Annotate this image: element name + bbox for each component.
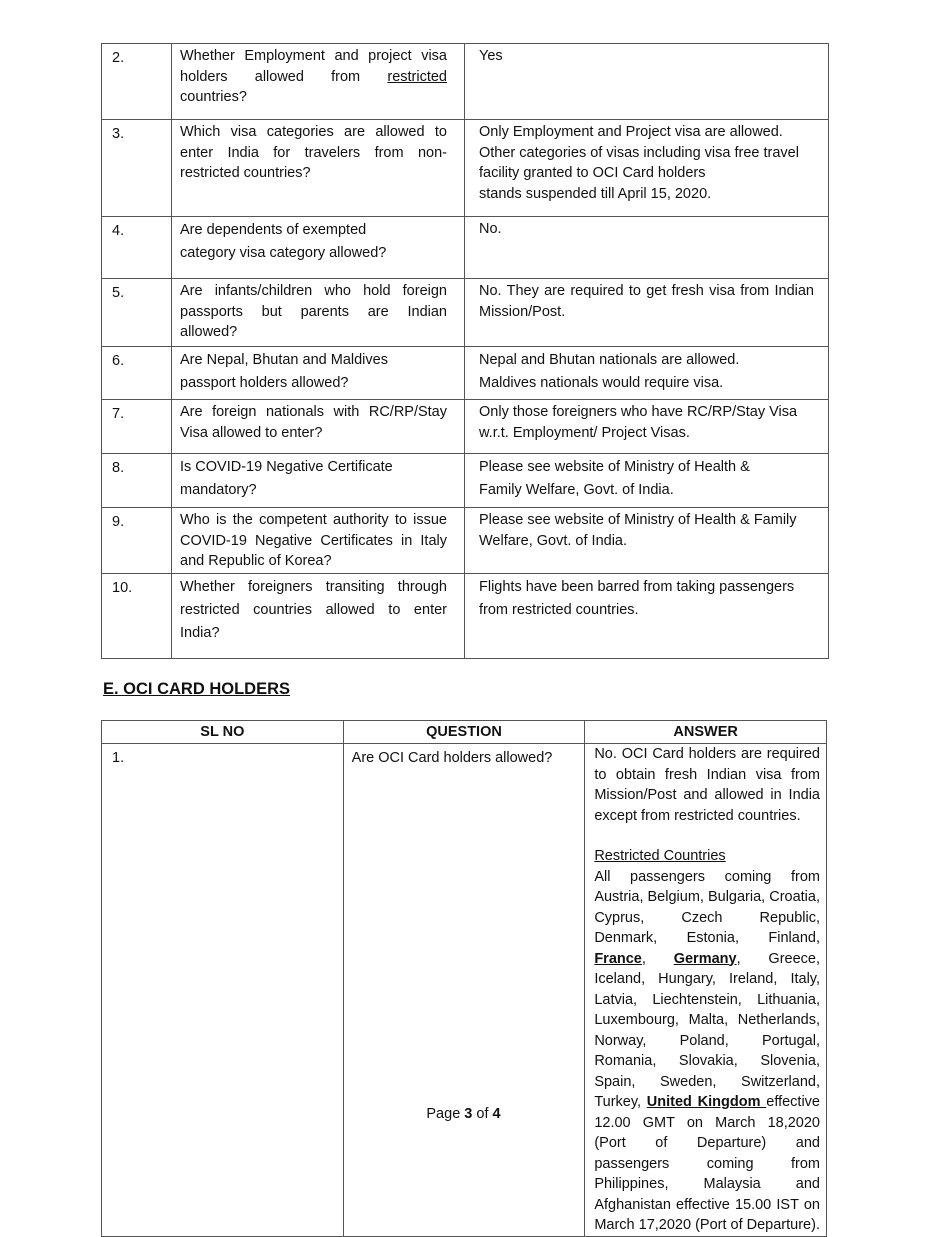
answer-line: Welfare, Govt. of India. xyxy=(479,532,628,549)
table-row xyxy=(102,279,829,347)
answer-line: from restricted countries. xyxy=(479,602,639,618)
answer-line: Flights have been barred from taking passengers xyxy=(479,579,795,595)
row-number: 9. xyxy=(112,514,125,530)
table-row xyxy=(102,574,829,659)
question-line: Are dependents of exempted xyxy=(180,222,367,238)
text-segment: , xyxy=(641,950,646,967)
answer-line: Family Welfare, Govt. of India. xyxy=(479,482,674,498)
section-heading: E. OCI CARD HOLDERS xyxy=(103,680,291,698)
row-number: 7. xyxy=(112,406,125,422)
answer-text: No. xyxy=(479,221,502,237)
answer-text: Yes xyxy=(479,48,503,64)
page-number: 3 xyxy=(464,1106,473,1122)
question-line: Is COVID-19 Negative Certificate xyxy=(180,459,393,475)
page-footer xyxy=(0,1106,927,1122)
table-row xyxy=(102,744,827,1237)
emphasized-text: Germany xyxy=(673,950,737,967)
text-segment xyxy=(646,951,674,967)
question-line: passport holders allowed? xyxy=(180,375,349,391)
table-row xyxy=(102,454,829,508)
question-text: Are OCI Card holders allowed? xyxy=(351,750,553,766)
row-number: 1. xyxy=(112,750,125,766)
row-number: 2. xyxy=(112,50,125,66)
answer-text xyxy=(465,120,828,204)
table-row xyxy=(102,217,829,279)
table-row xyxy=(102,347,829,400)
row-number: 8. xyxy=(112,460,125,476)
text-segment: , Greece, Iceland, Hungary, Ireland, Italy, Latvia, Liechtenstein, Lithuania, Luxembourg, Malta, Netherlands, Norway, Poland, Portugal, Romania, Slovakia, Slovenia, Spain, Sweden, Switzerland, Turkey, xyxy=(594,950,821,1110)
page-label: Page xyxy=(426,1106,461,1122)
question-text xyxy=(172,347,464,395)
row-number: 3. xyxy=(112,126,125,142)
answer-intro: No. OCI Card holders are required to obtain fresh Indian visa from Mission/Post and allowed in India except from restricted countries. xyxy=(594,746,820,824)
answer-text xyxy=(465,347,828,395)
answer-line: Only Employment and Project visa are allowed. xyxy=(479,124,783,140)
question-line: Are Nepal, Bhutan and Maldives xyxy=(180,352,388,368)
answer-line: Please see website of Ministry of Health & xyxy=(479,459,750,475)
answer-line: stands suspended till April 15, 2020. xyxy=(479,185,712,202)
question-text: Which visa categories are allowed to enter India for travelers from non-restricted countries? xyxy=(180,124,447,181)
question-line: category visa category allowed? xyxy=(180,245,387,261)
table-row xyxy=(102,400,829,454)
question-text xyxy=(172,454,464,502)
header-answer: ANSWER xyxy=(585,721,827,744)
answer-line: Please see website of Ministry of Health & Family xyxy=(479,512,797,528)
answer-text: No. They are required to get fresh visa from Indian Mission/Post. xyxy=(479,283,814,320)
question-text xyxy=(172,217,464,265)
header-sl-no: SL NO xyxy=(102,721,344,744)
table-row xyxy=(102,120,829,217)
question-text: Who is the competent authority to issue COVID-19 Negative Certificates in Italy and Republic of Korea? xyxy=(180,512,447,569)
question-line: mandatory? xyxy=(180,482,257,498)
answer-text xyxy=(465,400,828,443)
row-number: 10. xyxy=(112,580,133,596)
row-number: 5. xyxy=(112,285,125,301)
table-header-row xyxy=(102,721,827,744)
restricted-countries-title: Restricted Countries xyxy=(594,848,726,864)
answer-text xyxy=(585,744,826,1236)
visa-faq-table xyxy=(101,43,829,659)
text-segment: Whether Employment and project visa holders allowed from xyxy=(180,48,447,85)
question-text xyxy=(172,44,464,108)
total-pages: 4 xyxy=(492,1106,501,1122)
answer-line: Nepal and Bhutan nationals are allowed. xyxy=(479,352,740,368)
emphasized-text: France xyxy=(594,950,642,967)
row-number: 6. xyxy=(112,353,125,369)
answer-text xyxy=(465,508,828,551)
header-question: QUESTION xyxy=(343,721,585,744)
answer-line: Maldives nationals would require visa. xyxy=(479,375,724,391)
question-text: Are infants/children who hold foreign passports but parents are Indian allowed? xyxy=(180,283,447,340)
question-text: Whether foreigners transiting through restricted countries allowed to enter India? xyxy=(180,579,447,641)
text-segment: All passengers coming from Austria, Belgium, Bulgaria, Croatia, Cyprus, Czech Republic, Denmark, Estonia, Finland, xyxy=(594,868,820,946)
answer-line: Other categories of visas including visa free travel xyxy=(479,144,799,161)
text-segment: restricted xyxy=(387,68,447,85)
table-row xyxy=(102,44,829,120)
restricted-countries-text xyxy=(594,867,820,1236)
oci-faq-table xyxy=(101,720,827,1237)
text-segment: effective 12.00 GMT on March 18,2020 (Port of Departure) and passengers coming from Philippines, Malaysia and Afghanistan effective 15.00 IST on March 17,2020 (Port of Departure). xyxy=(594,1094,820,1233)
emphasized-text: United Kingdom xyxy=(646,1094,761,1110)
answer-text xyxy=(465,574,828,622)
question-text: Are foreign nationals with RC/RP/Stay Visa allowed to enter? xyxy=(180,404,447,441)
row-number: 4. xyxy=(112,223,125,239)
text-segment: countries? xyxy=(180,89,247,105)
answer-line: Only those foreigners who have RC/RP/Stay Visa xyxy=(479,404,798,420)
answer-line: w.r.t. Employment/ Project Visas. xyxy=(479,424,690,441)
of-label: of xyxy=(476,1106,489,1122)
answer-text xyxy=(465,454,828,502)
answer-line: facility granted to OCI Card holders xyxy=(479,165,706,181)
table-row xyxy=(102,508,829,574)
